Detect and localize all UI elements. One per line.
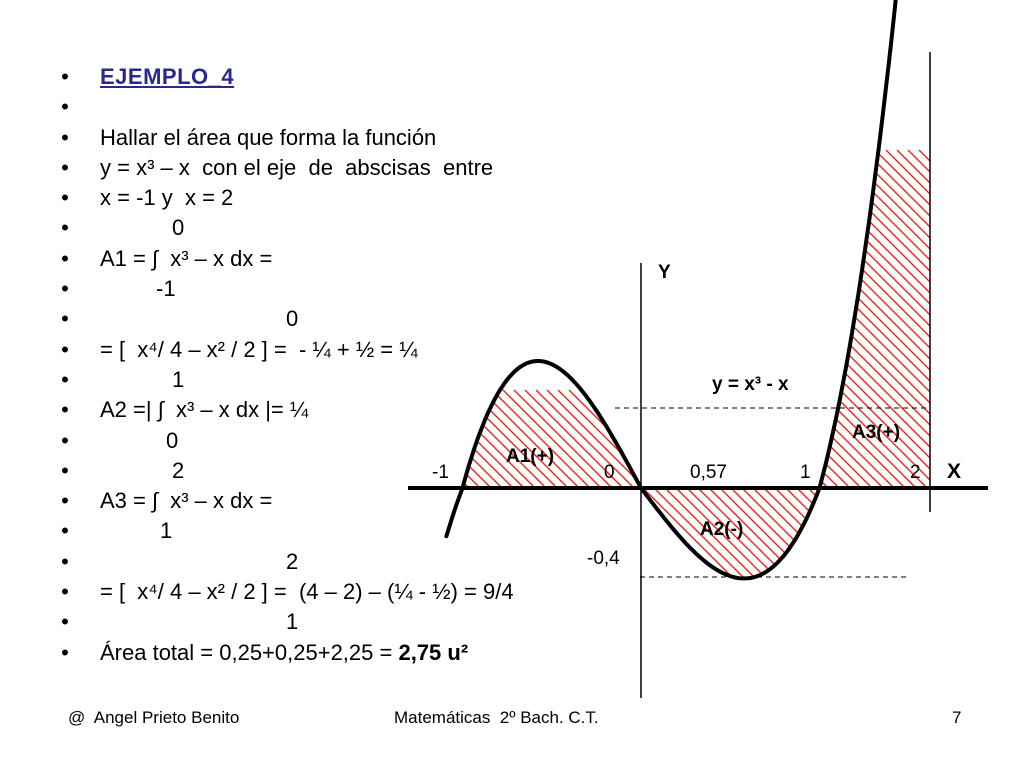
hatch-area-a3 <box>468 150 1024 492</box>
hatch-line <box>514 390 616 492</box>
region-label-a2: A2(-) <box>700 519 744 540</box>
problem-statement: Hallar el área que forma la función <box>100 124 437 150</box>
lower-limit: 1 <box>160 518 173 544</box>
total-area-value: 2,75 u² <box>398 639 469 665</box>
hatch-line <box>512 150 854 492</box>
hatch-line <box>448 390 550 492</box>
hatch-line <box>886 150 1024 492</box>
hatch-line <box>655 150 997 492</box>
upper-limit: 0 <box>172 215 185 241</box>
hatch-line <box>525 480 630 585</box>
bullet-icon: • <box>61 154 69 180</box>
hatch-line <box>822 480 927 585</box>
hatch-line <box>545 150 887 492</box>
bullet-icon: • <box>61 306 69 332</box>
hatch-line <box>371 390 473 492</box>
hatch-line <box>811 480 916 585</box>
region-label-a1: A1(+) <box>506 446 555 467</box>
bullet-icon: • <box>61 457 69 483</box>
evaluation-a3: = [ x⁴/ 4 – x² / 2 ] = (4 – 2) – (¼ - ½) = 9/4 <box>100 579 514 605</box>
hatch-line <box>490 150 832 492</box>
function-label: y = x³ - x <box>712 374 789 395</box>
bullet-icon: • <box>61 64 69 89</box>
hatch-line <box>677 150 1019 492</box>
bullet-icon: • <box>61 276 69 302</box>
bullet-icon: • <box>61 609 69 635</box>
bullet-icon: • <box>61 124 69 150</box>
hatch-line <box>470 390 572 492</box>
hatch-line <box>666 150 1008 492</box>
hatch-line <box>580 390 682 492</box>
hatch-line <box>767 480 872 585</box>
hatch-line <box>338 390 440 492</box>
hatch-line <box>820 150 1024 492</box>
tick-label: 2 <box>910 462 921 483</box>
bullet-icon: • <box>61 518 69 544</box>
function-curve <box>446 0 931 578</box>
hatch-line <box>437 390 539 492</box>
upper-limit: 2 <box>286 548 299 574</box>
hatch-line <box>622 150 964 492</box>
bullet-icon: • <box>61 185 69 211</box>
bullet-icon: • <box>61 336 69 362</box>
hatch-line <box>833 480 938 585</box>
footer-page-number: 7 <box>952 708 962 727</box>
hatch-line <box>941 150 1024 492</box>
bullet-icon: • <box>61 548 69 574</box>
hatch-line <box>536 390 638 492</box>
hatch-line <box>479 150 821 492</box>
hatch-line <box>523 150 865 492</box>
tick-label: 0,57 <box>690 462 727 483</box>
hatch-line <box>591 480 696 585</box>
tick-label: 1 <box>800 462 811 483</box>
upper-limit: 1 <box>172 366 185 392</box>
hatch-line <box>787 150 1024 492</box>
function-definition: y = x³ – x con el eje de abscisas entre <box>100 154 494 180</box>
hatch-line <box>481 390 583 492</box>
bullet-icon: • <box>61 94 69 120</box>
hatch-line <box>734 480 839 585</box>
upper-limit: 2 <box>172 457 185 483</box>
hatch-line <box>789 480 894 585</box>
slide-title: EJEMPLO_4 <box>100 64 235 89</box>
interval-statement: x = -1 y x = 2 <box>100 185 234 211</box>
hatch-line <box>569 390 671 492</box>
hatch-line <box>547 480 652 585</box>
upper-limit: 0 <box>286 306 299 332</box>
hatch-line <box>503 390 605 492</box>
x-axis-label: X <box>947 460 962 483</box>
region-label-a3: A3(+) <box>852 422 901 443</box>
integral-a1: A1 = ∫ x³ – x dx = <box>100 245 273 271</box>
hatch-line <box>809 150 1024 492</box>
integral-a2: A2 =| ∫ x³ – x dx |= ¼ <box>100 397 309 423</box>
hatch-line <box>492 390 594 492</box>
hatch-line <box>919 150 1024 492</box>
hatch-line <box>633 150 975 492</box>
bullet-icon: • <box>61 639 69 665</box>
hatch-line <box>536 480 641 585</box>
hatch-line <box>556 150 901 492</box>
lower-limit: -1 <box>156 276 176 302</box>
hatch-line <box>534 150 876 492</box>
footer-author: @ Angel Prieto Benito <box>68 708 240 727</box>
tick-label: -1 <box>432 462 449 483</box>
hatch-line <box>580 480 685 585</box>
bullet-icon: • <box>61 245 69 271</box>
total-area-label: Área total = 0,25+0,25+2,25 = <box>100 639 399 665</box>
lower-limit: 1 <box>286 609 299 635</box>
bullet-icon: • <box>61 579 69 605</box>
bullet-icon: • <box>61 488 69 514</box>
hatch-line <box>501 150 843 492</box>
bullet-icon: • <box>61 397 69 423</box>
evaluation-a1: = [ x⁴/ 4 – x² / 2 ] = - ¼ + ½ = ¼ <box>100 336 418 362</box>
bullet-icon: • <box>61 427 69 453</box>
hatch-line <box>602 480 707 585</box>
hatch-line <box>611 150 953 492</box>
tick-label: 0 <box>604 462 615 483</box>
hatch-line <box>930 150 1024 492</box>
hatch-line <box>569 480 674 585</box>
bullet-icon: • <box>61 215 69 241</box>
integral-a3: A3 = ∫ x³ – x dx = <box>100 488 273 514</box>
min-value-label: -0,4 <box>587 548 620 569</box>
hatch-line <box>459 390 561 492</box>
lower-limit: 0 <box>166 427 179 453</box>
hatch-line <box>778 480 883 585</box>
y-axis-label: Y <box>658 262 671 283</box>
bullet-icon: • <box>61 366 69 392</box>
footer-course: Matemáticas 2º Bach. C.T. <box>394 708 599 727</box>
hatch-line <box>468 150 810 492</box>
hatch-line <box>644 150 986 492</box>
